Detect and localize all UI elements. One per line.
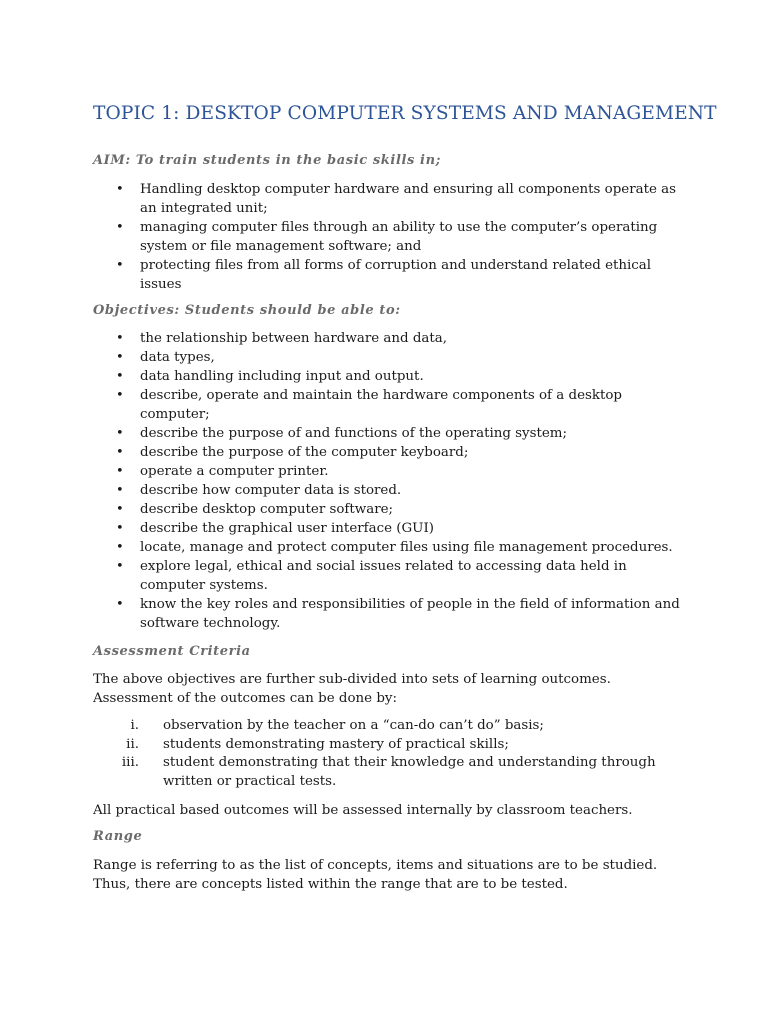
bullet-icon: • [116, 220, 124, 235]
objectives-list [93, 329, 683, 633]
bullet-icon: • [116, 540, 124, 555]
assessment-closing: All practical based outcomes will be assessed internally by classroom teachers. [93, 803, 633, 818]
list-item: iii. student demonstrating that their knowledge and understanding through written or practical tests. [93, 754, 683, 791]
list-item: • Handling desktop computer hardware and ensuring all components operate as an integrated unit; [116, 182, 677, 216]
list-item: • describe the graphical user interface (GUI) [116, 521, 434, 536]
list-number: i. [130, 718, 139, 733]
bullet-icon: • [116, 369, 124, 384]
list-number: ii. [126, 736, 139, 752]
list-item: • describe the purpose of and functions of the operating system; [116, 426, 568, 441]
list-item: • describe desktop computer software; [116, 502, 394, 517]
assessment-heading: Assessment Criteria [93, 644, 251, 659]
bullet-icon: • [116, 258, 124, 273]
bullet-icon: • [116, 502, 124, 517]
list-item: • describe, operate and maintain the hardware components of a desktop computer; [116, 388, 622, 422]
list-number: iii. [121, 755, 139, 770]
list-item: • data types, [116, 350, 215, 365]
aim-heading: AIM: To train students in the basic skills in; [93, 153, 442, 168]
list-item: • managing computer files through an ability to use the computer’s operating system or file management software; and [116, 220, 658, 254]
aim-list [93, 180, 683, 294]
bullet-icon: • [116, 464, 124, 479]
list-item: • operate a computer printer. [116, 464, 329, 479]
range-heading: Range [93, 829, 143, 844]
list-item: • know the key roles and responsibilities of people in the field of information and software technology. [116, 597, 680, 631]
list-item: • explore legal, ethical and social issues related to accessing data held in computer systems. [116, 559, 627, 593]
list-item: • describe the purpose of the computer keyboard; [116, 445, 469, 460]
list-item: i. observation by the teacher on a “can-do can’t do” basis; [93, 717, 683, 736]
bullet-icon: • [116, 426, 124, 441]
bullet-icon: • [116, 182, 124, 197]
range-text: Range is referring to as the list of concepts, items and situations are to be studied. Thus, there are concepts listed within the range that are to be tested. [93, 858, 658, 892]
list-item: • locate, manage and protect computer files using file management procedures. [116, 540, 673, 555]
bullet-icon: • [116, 559, 124, 574]
bullet-icon: • [116, 521, 124, 536]
assessment-intro: The above objectives are further sub-divided into sets of learning outcomes. Assessment of the outcomes can be done by: [93, 672, 611, 706]
bullet-icon: • [116, 331, 124, 346]
bullet-icon: • [116, 483, 124, 498]
bullet-icon: • [116, 597, 124, 612]
list-item: • data handling including input and output. [116, 369, 424, 384]
list-item: • describe how computer data is stored. [116, 483, 402, 498]
list-item: • the relationship between hardware and data, [116, 331, 448, 346]
bullet-icon: • [116, 350, 124, 365]
objectives-heading: Objectives: Students should be able to: [93, 303, 401, 318]
assessment-list [93, 717, 683, 791]
bullet-icon: • [116, 445, 124, 460]
bullet-icon: • [116, 388, 124, 403]
list-item: • protecting files from all forms of corruption and understand related ethical issues [116, 258, 652, 292]
page-title: TOPIC 1: DESKTOP COMPUTER SYSTEMS AND MANAGEMENT [93, 103, 717, 124]
list-item: ii. students demonstrating mastery of practical skills; [93, 736, 683, 755]
